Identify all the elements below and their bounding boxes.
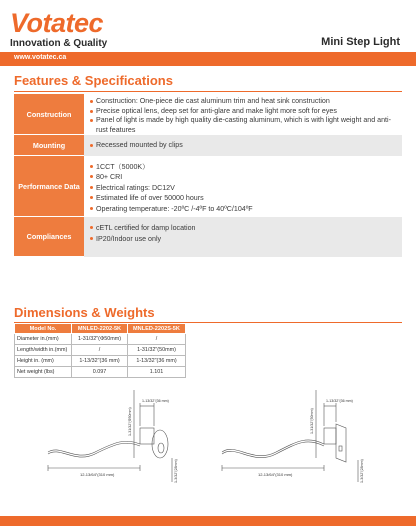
table-cell: 0.097	[72, 367, 128, 378]
spec-item: Precise optical lens, deep set for anti-glare and make light more soft for eyes	[90, 107, 396, 117]
features-divider	[14, 91, 402, 92]
table-row	[15, 334, 186, 345]
column-header: Model No.	[15, 324, 72, 334]
table-header-row	[15, 324, 186, 334]
product-title: Mini Step Light	[321, 36, 400, 48]
spec-item: Construction: One-piece die cast aluminum trim and heat sink construction	[90, 97, 396, 107]
height-label: 1-13/32"(36 mm)	[326, 399, 353, 403]
spec-item: cETL certified for damp location	[90, 223, 396, 234]
spec-item: Estimated life of over 50000 hours	[90, 193, 396, 203]
length-label: 12-13/64"(310 mm)	[80, 472, 115, 477]
table-cell: 1-31/32"(50mm)	[128, 345, 186, 356]
features-title: Features & Specifications	[14, 73, 173, 88]
brand-url[interactable]: www.votatec.ca	[14, 54, 67, 61]
spec-row-mounting	[14, 135, 402, 156]
fixture-lens	[339, 446, 342, 451]
brand-tagline: Innovation & Quality	[10, 38, 108, 49]
header-bar	[0, 52, 416, 66]
spec-item: 1CCT（5000K）	[90, 162, 396, 172]
brand-logo	[10, 7, 103, 37]
spec-label: Construction	[14, 94, 84, 135]
depth-label: 1-3/32"(28mm)	[360, 459, 364, 483]
brand-name: Votatec	[10, 8, 104, 38]
length-label: 12-13/64"(310 mm)	[258, 472, 293, 477]
table-cell: 1-13/32"(36 mm)	[72, 356, 128, 367]
height-label: 1-13/32"(36 mm)	[142, 399, 169, 403]
table-cell: Length/width in.(mm)	[15, 345, 72, 356]
table-cell: /	[128, 334, 186, 345]
cable-line	[222, 442, 324, 458]
spec-item: Operating temperature: -20ºC /-4ºF to 40ºC/104ºF	[90, 204, 396, 214]
spec-item: Recessed mounted by clips	[90, 141, 396, 151]
spec-row-compliances	[14, 217, 402, 257]
dimensions-table	[14, 323, 186, 378]
table-cell: 1-13/32"(36 mm)	[128, 356, 186, 367]
table-cell: 1.101	[128, 367, 186, 378]
table-cell: Net weight (lbs)	[15, 367, 72, 378]
spec-row-construction	[14, 94, 402, 135]
spec-content	[84, 156, 402, 217]
fixture-lens	[158, 443, 164, 453]
spec-content	[84, 135, 402, 156]
table-cell: Height in. (mm)	[15, 356, 72, 367]
fixture-body	[324, 428, 336, 444]
table-row	[15, 345, 186, 356]
spec-label: Compliances	[14, 217, 84, 257]
width-label: 1-31/32"(50mm)	[310, 408, 314, 434]
spec-item: Electrical ratings: DC12V	[90, 183, 396, 193]
spec-content	[84, 217, 402, 257]
table-row	[15, 356, 186, 367]
column-header: MNLED-2202S-5K	[128, 324, 186, 334]
column-header: MNLED-2202-5K	[72, 324, 128, 334]
dimensions-title: Dimensions & Weights	[14, 305, 155, 320]
round-light-drawing	[40, 388, 190, 484]
spec-item: IP20/Indoor use only	[90, 234, 396, 245]
fixture-face	[336, 424, 346, 462]
specs-table	[14, 94, 402, 257]
spec-label: Performance Data	[14, 156, 84, 217]
spec-label: Mounting	[14, 135, 84, 156]
table-cell: Diameter in.(mm)	[15, 334, 72, 345]
spec-item: Panel of light is made by high quality die-casting aluminum, which is with light weight and anti-rust features	[90, 116, 396, 135]
depth-label: 1-3/32"(28mm)	[174, 459, 178, 483]
diameter-label: 1-31/32"(Φ50mm)	[128, 407, 132, 436]
spec-content	[84, 94, 402, 135]
table-row	[15, 367, 186, 378]
spec-item: 80+ CRI	[90, 172, 396, 182]
table-cell: 1-31/32"(Φ50mm)	[72, 334, 128, 345]
cable-line	[48, 443, 140, 457]
spec-row-performance	[14, 156, 402, 217]
table-cell: /	[72, 345, 128, 356]
footer-bar	[0, 516, 416, 526]
square-light-drawing	[218, 388, 378, 484]
fixture-face	[152, 430, 168, 458]
